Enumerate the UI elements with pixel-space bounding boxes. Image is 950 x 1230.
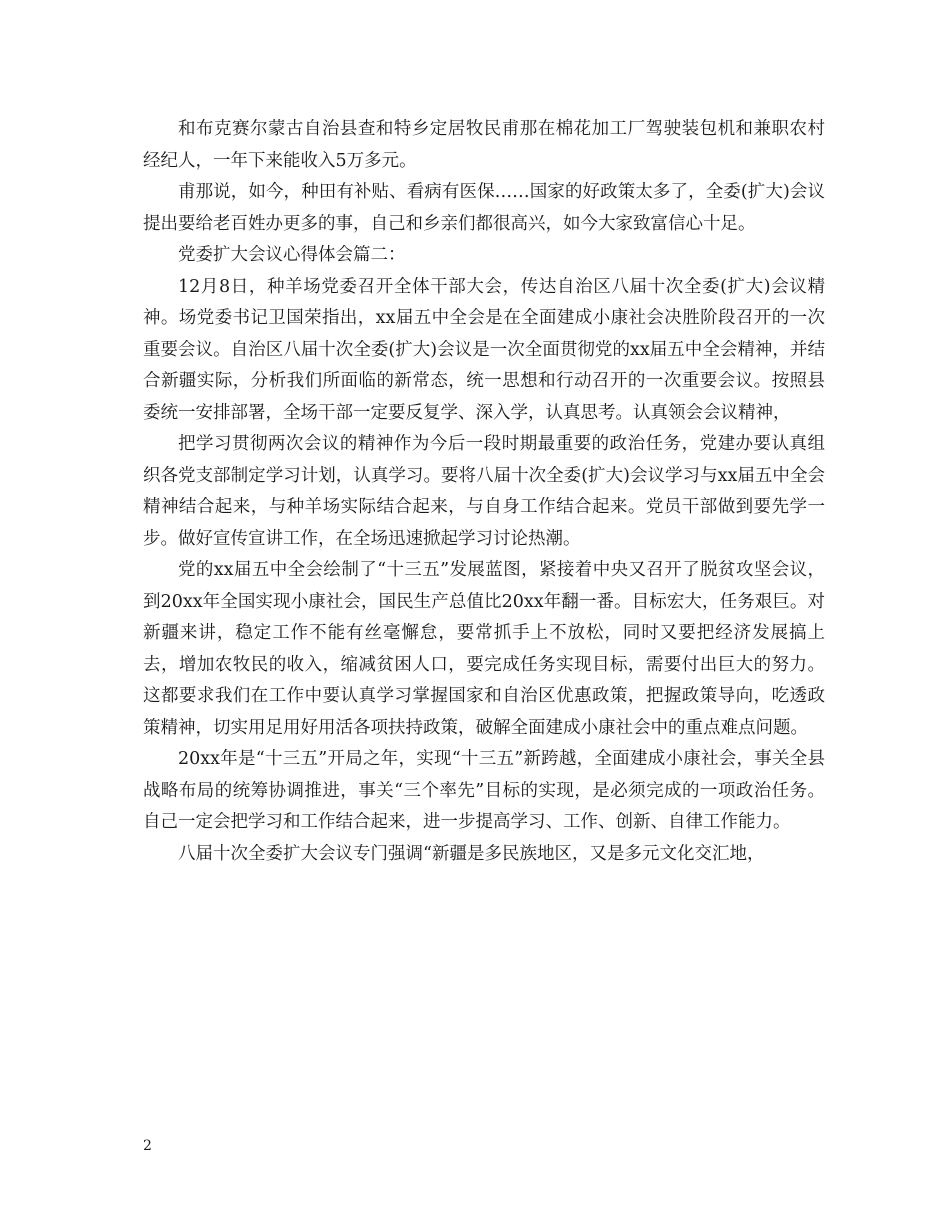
paragraph-4: 12月8日，种羊场党委召开全体干部大会，传达自治区八届十次全委(扩大)会议精神。场党委书记卫国荣指出，xx届五中全会是在全面建成小康社会决胜阶段召开的一次重要会议。自治区八届十次全委(扩大)会议是一次全面贯彻党的xx届五中全会精神，并结合新疆实际，分析我们所面临的新常态，统一思想和行动召开的一次重要会议。按照县委统一安排部署，全场干部一定要反复学、深入学，认真思考。认真领会会议精神， xyxy=(143,276,825,423)
paragraph-8: 八届十次全委扩大会议专门强调“新疆是多民族地区，又是多元文化交汇地， xyxy=(178,843,765,864)
paragraph-2: 甫那说，如今，种田有补贴、看病有医保……国家的好政策太多了，全委(扩大)会议提出要给老百姓办更多的事，自己和乡亲们都很高兴，如今大家致富信心十足。 xyxy=(143,182,825,234)
page-number: 2 xyxy=(143,1138,152,1154)
paragraph-6: 党的xx届五中全会绘制了“十三五”发展蓝图，紧接着中央又召开了脱贫攻坚会议，到20xx年全国实现小康社会，国民生产总值比20xx年翻一番。目标宏大，任务艰巨。对新疆来讲，稳定工作不能有丝毫懈怠，要常抓手上不放松，同时又要把经济发展搞上去，增加农牧民的收入，缩减贫困人口，要完成任务实现目标，需要付出巨大的努力。这都要求我们在工作中要认真学习掌握国家和自治区优惠政策，把握政策导向，吃透政策精神，切实用足用好用活各项扶持政策，破解全面建成小康社会中的重点难点问题。 xyxy=(143,560,825,738)
paragraph-1: 和布克赛尔蒙古自治县查和特乡定居牧民甫那在棉花加工厂驾驶装包机和兼职农村经纪人，一年下来能收入5万多元。 xyxy=(143,119,825,171)
paragraph-7: 20xx年是“十三五”开局之年，实现“十三五”新跨越，全面建成小康社会，事关全县战略布局的统筹协调推进，事关“三个率先”目标的实现，是必须完成的一项政治任务。自己一定会把学习和工作结合起来，进一步提高学习、工作、创新、自律工作能力。 xyxy=(143,749,825,832)
section-heading: 党委扩大会议心得体会篇二： xyxy=(178,245,406,265)
document-body xyxy=(143,114,825,870)
paragraph-5: 把学习贯彻两次会议的精神作为今后一段时期最重要的政治任务，党建办要认真组织各党支部制定学习计划，认真学习。要将八届十次全委(扩大)会议学习与xx届五中全会精神结合起来，与种羊场实际结合起来，与自身工作结合起来。党员干部做到要先学一步。做好宣传宣讲工作，在全场迅速掀起学习讨论热潮。 xyxy=(143,434,825,549)
